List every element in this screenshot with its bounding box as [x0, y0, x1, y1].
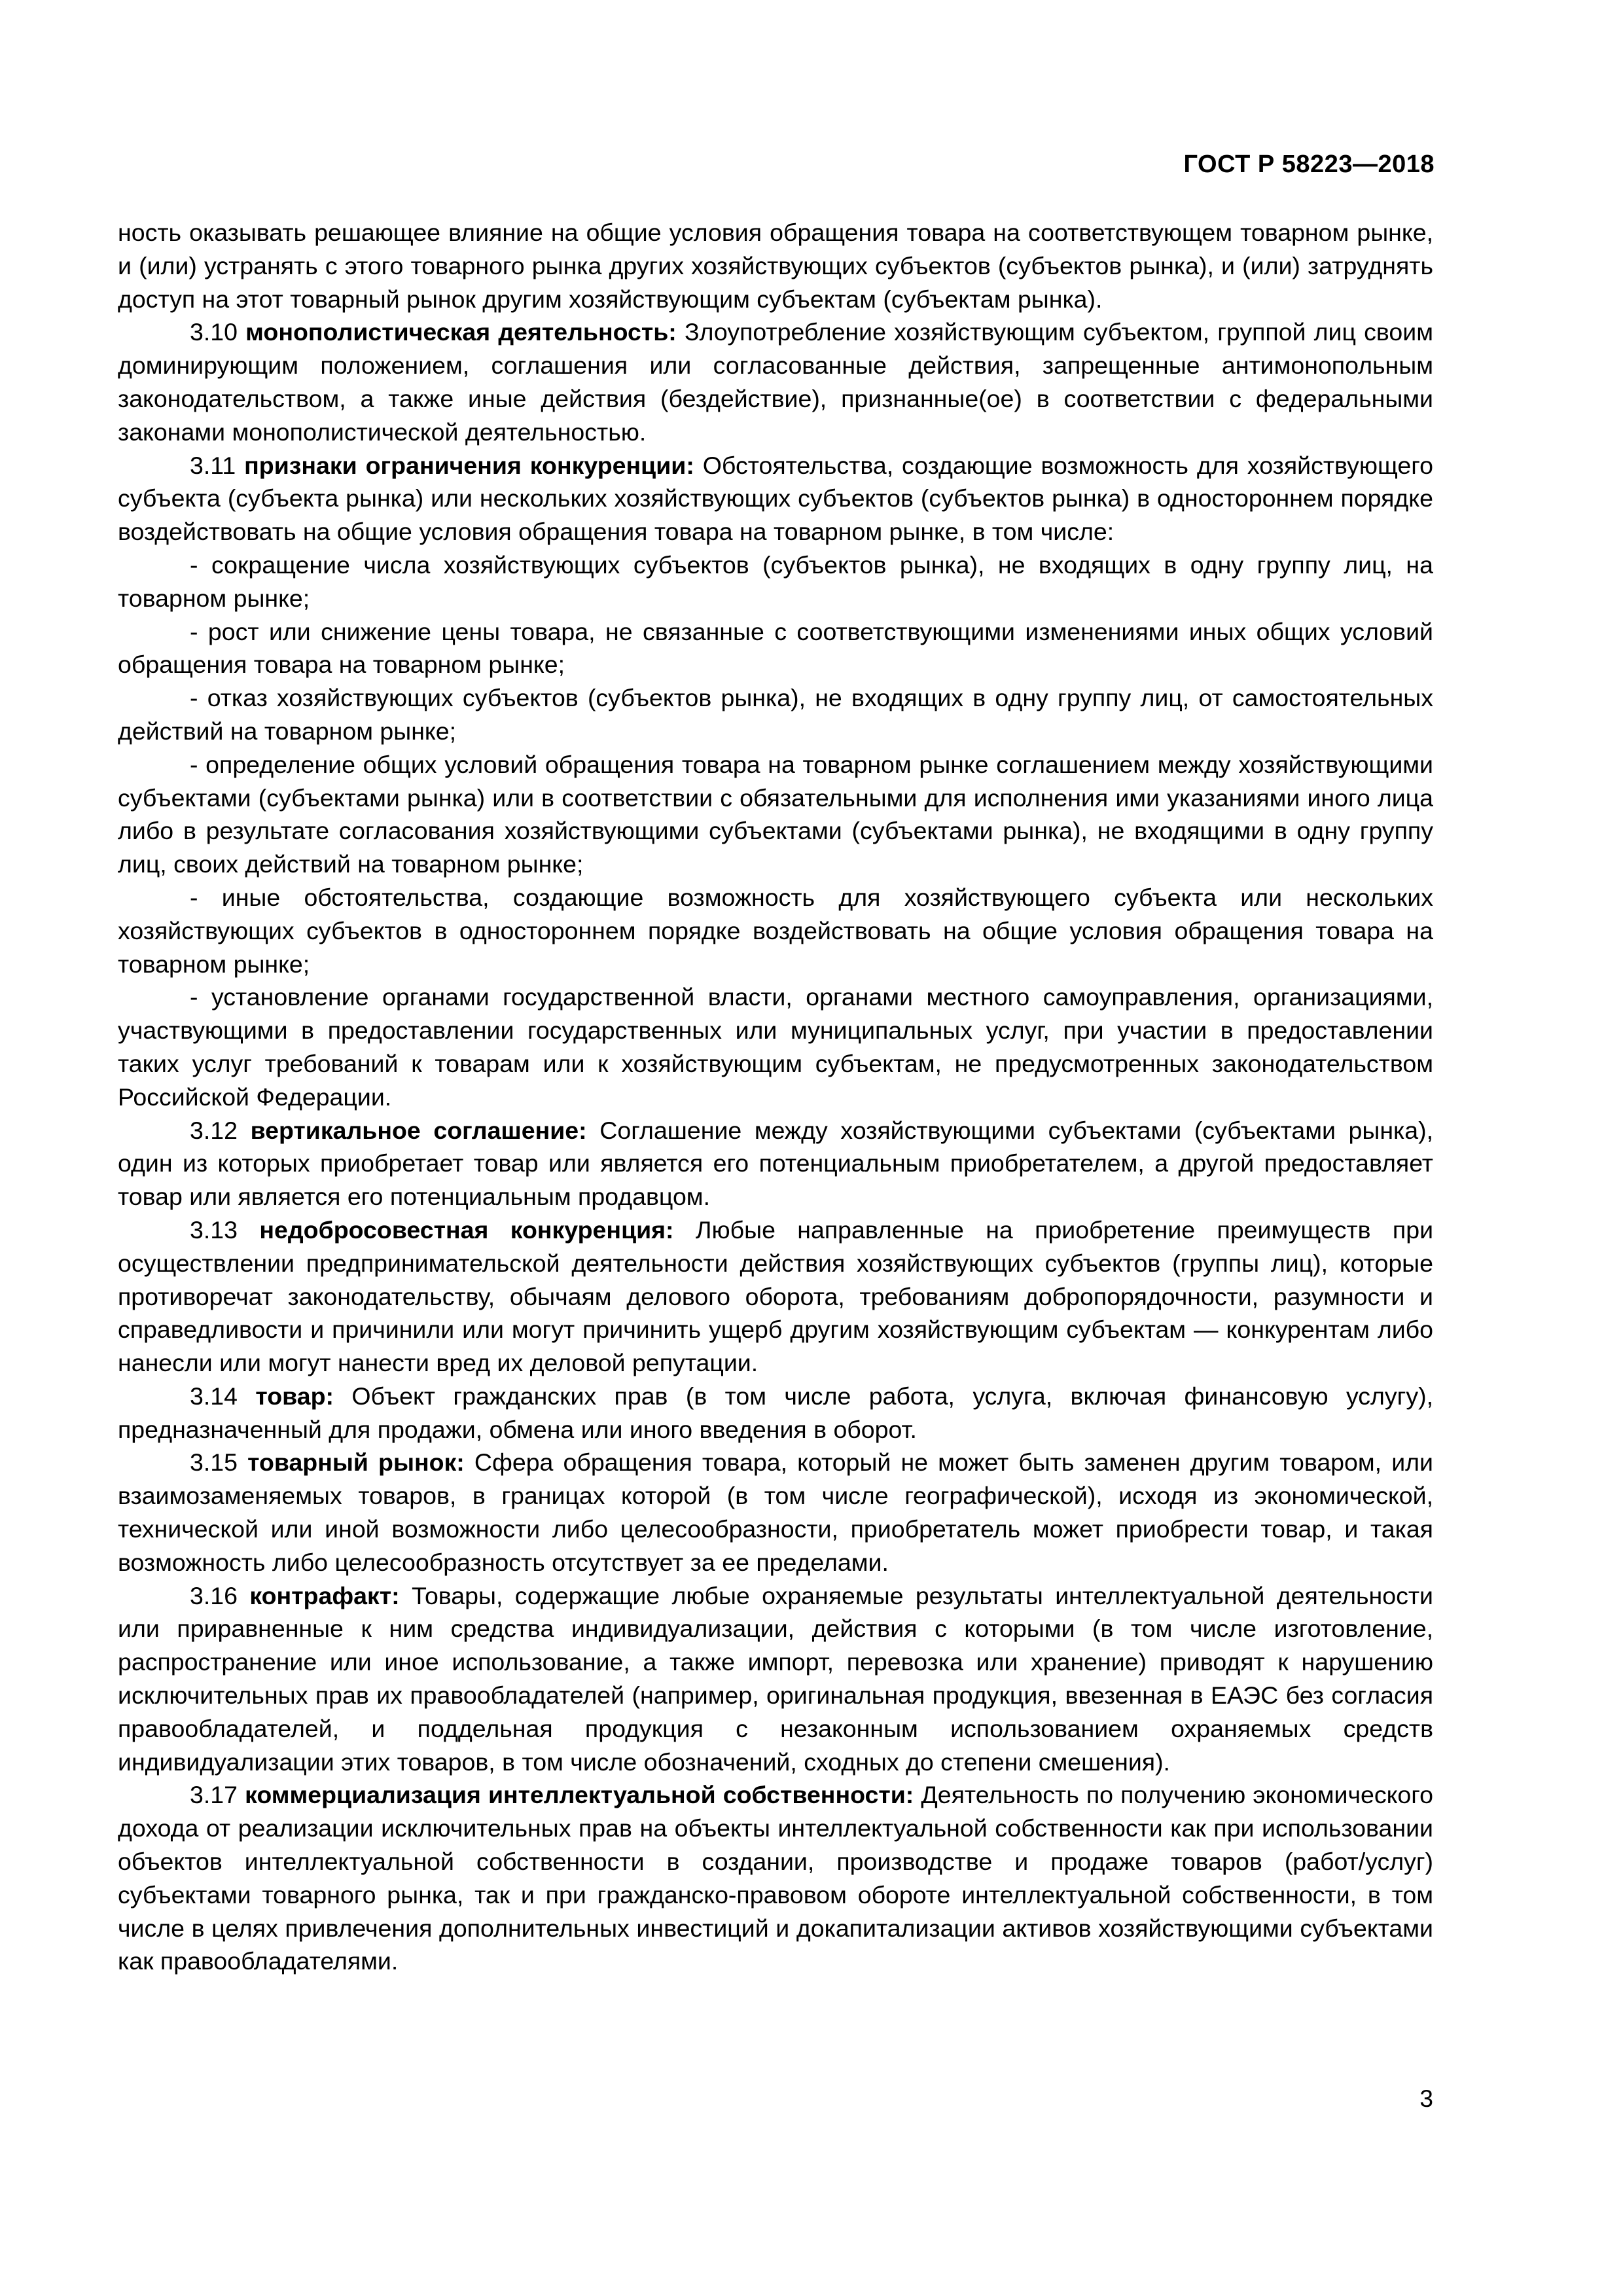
- definition-text: Товары, содержащие любые охраняемые результаты интеллектуальной деятельности или приравненные к ним средства индивидуализации, действия с которыми (в том числе изготовление, распространение или иное использование, а также импорт, перевозка или хранение) приводят к нарушению исключительных прав их правообладателей (например, оригинальная продукция, ввезенная в ЕАЭС без согласия правообладателей, и поддельная продукция с незаконным использованием охраняемых средств индивидуализации этих товаров, в том числе обозначений, сходных до степени смешения).: [118, 1581, 1433, 1776]
- definition-text: Любые направленные на приобретение преимуществ при осуществлении предпринимательской деятельности действия хозяйствующих субъектов (группы лиц), которые противоречат законодательству, обычаям делового оборота, требованиям добропорядочности, разумности и справедливости и причинили или могут причинить ущерб другим хозяйствующим субъектам — конкурентам либо нанесли или могут нанести вред их деловой репутации.: [118, 1215, 1434, 1377]
- clause-number: 3.11: [190, 451, 236, 479]
- clause-number: 3.12: [190, 1116, 238, 1144]
- term: товарный рынок:: [247, 1448, 465, 1477]
- definition-text: Злоупотребление хозяйствующим субъектом, группой лиц своим доминирующим положением, соглашения или согласованные действия, запрещенные антимонопольным законодательством, а также иные действия (бездействие), признанные(ое) в соответствии с федеральными законами монополистической деятельностью.: [118, 318, 1433, 446]
- document-id: ГОСТ Р 58223—2018: [1183, 151, 1435, 178]
- term: признаки ограничения конкуренции:: [244, 451, 694, 479]
- definition-text: Соглашение между хозяйствующими субъектами (субъектами рынка), один из которых приобретает товар или является его потенциальным приобретателем, а другой предоставляет товар или является его потенциальным продавцом.: [118, 1116, 1434, 1211]
- clause-number: 3.16: [190, 1581, 238, 1609]
- list-item: - отказ хозяйствующих субъектов (субъектов рынка), не входящих в одну группу лиц, от самостоятельных действий на товарном рынке;: [118, 684, 1433, 745]
- paragraph-continuation: ность оказывать решающее влияние на общие условия обращения товара на соответствующем товарном рынке, и (или) устранять с этого товарного рынка других хозяйствующих субъектов (субъектов рынка), и (или) затруднять доступ на этот товарный рынок другим хозяйствующим субъектам (субъектам рынка).: [118, 219, 1433, 313]
- page-number: 3: [1419, 2085, 1433, 2112]
- list-item: - установление органами государственной власти, органами местного самоуправления, организациями, участвующими в предоставлении государственных или муниципальных услуг, при участии в предоставлении таких услуг требований к товарам или к хозяйствующим субъектам, не предусмотренных законодательством Российской Федерации.: [118, 983, 1433, 1111]
- document-body: [118, 216, 1433, 1978]
- definition-text: Сфера обращения товара, который не может быть заменен другим товаром, или взаимозаменяемых товаров, в границах которой (в том числе географической), исходя из экономической, технической или иной возможности либо целесообразности, приобретатель может приобрести товар, и такая возможность либо целесообразность отсутствует за ее пределами.: [118, 1448, 1433, 1576]
- list-item: - сокращение числа хозяйствующих субъектов (субъектов рынка), не входящих в одну группу лиц, на товарном рынке;: [118, 550, 1433, 612]
- definition-3-11: [118, 449, 1433, 548]
- list-item: - иные обстоятельства, создающие возможность для хозяйствующего субъекта или нескольких хозяйствующих субъектов в одностороннем порядке воздействовать на общие условия обращения товара на товарном рынке;: [118, 883, 1433, 978]
- definition-3-12: [118, 1114, 1433, 1213]
- list-item: - определение общих условий обращения товара на товарном рынке соглашением между хозяйствующими субъектами (субъектами рынка) или в соответствии с обязательными для исполнения ими указаниями иного лица либо в результате согласования хозяйствующими субъектами (субъектами рынка), не входящими в одну группу лиц, своих действий на товарном рынке;: [118, 750, 1433, 878]
- term: недобросовестная конкуренция:: [259, 1215, 674, 1244]
- definition-text: Обстоятельства, создающие возможность для хозяйствующего субъекта (субъекта рынка) или нескольких хозяйствующих субъектов (субъектов рынка) в одностороннем порядке воздействовать на общие условия обращения товара на товарном рынке, в том числе:: [118, 451, 1433, 546]
- definition-3-17: [118, 1778, 1433, 1978]
- term: коммерциализация интеллектуальной собственности:: [245, 1781, 914, 1809]
- term: монополистическая деятельность:: [245, 318, 677, 346]
- clause-number: 3.15: [190, 1448, 238, 1477]
- term: вертикальное соглашение:: [250, 1116, 587, 1144]
- definition-3-16: [118, 1579, 1433, 1779]
- clause-number: 3.17: [190, 1781, 238, 1809]
- term: контрафакт:: [249, 1581, 400, 1609]
- clause-number: 3.14: [190, 1382, 238, 1410]
- definition-text: Деятельность по получению экономического дохода от реализации исключительных прав на объекты интеллектуальной собственности как при использовании объектов интеллектуальной собственности в создании, производстве и продаже товаров (работ/услуг) субъектами товарного рынка, так и при гражданско-правовом обороте интеллектуальной собственности, в том числе в целях привлечения дополнительных инвестиций и докапитализации активов хозяйствующими субъектами как правообладателями.: [118, 1781, 1433, 1975]
- clause-number: 3.13: [190, 1215, 238, 1244]
- definition-3-10: [118, 315, 1433, 448]
- definition-3-15: [118, 1446, 1433, 1579]
- list-item: - рост или снижение цены товара, не связанные с соответствующими изменениями иных общих условий обращения товара на товарном рынке;: [118, 617, 1433, 679]
- definition-3-14: [118, 1380, 1433, 1446]
- definition-text: Объект гражданских прав (в том числе работа, услуга, включая финансовую услугу), предназначенный для продажи, обмена или иного введения в оборот.: [118, 1382, 1434, 1443]
- definition-3-13: [118, 1213, 1433, 1380]
- clause-number: 3.10: [190, 318, 238, 346]
- term: товар:: [255, 1382, 334, 1410]
